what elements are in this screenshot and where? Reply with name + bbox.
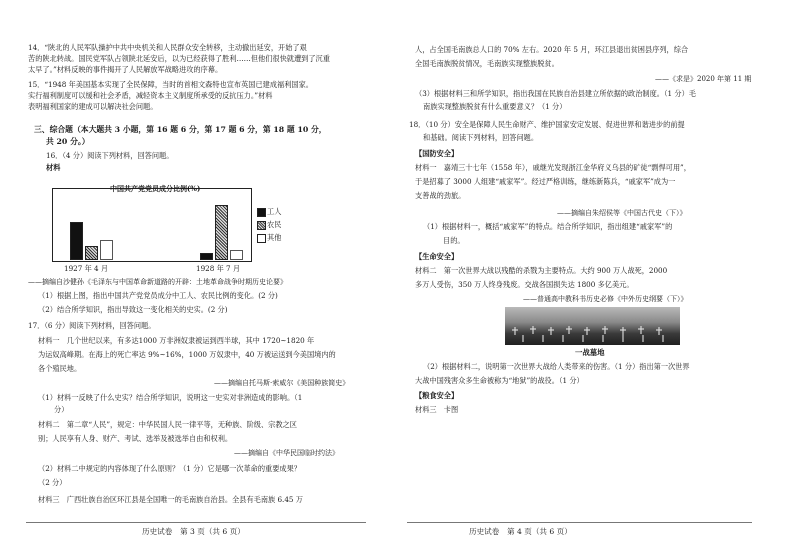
q17-m2-source: ——摘编自《中华民国临时约法》	[234, 449, 339, 457]
legend-swatch-others	[257, 234, 266, 243]
q17-m1-line-1: 材料一 几个世纪以来，有多达1000 万非洲奴隶被运到西半球，其中 1720~1820 年	[38, 336, 315, 345]
footer-page-3: 历史试卷 第 3 页（共 6 页）	[142, 527, 245, 536]
q18-m1-source: ——摘编自朱绍侯等《中国古代史（下）》	[557, 209, 687, 217]
page-right	[397, 0, 794, 560]
legend-label-peasants: 农民	[267, 220, 282, 229]
q16-sub-1: （1）根据上图，指出中国共产党党员成分中工人、农民比例的变化。(2 分)	[38, 291, 278, 300]
legend-swatch-workers	[257, 208, 266, 217]
q18-m1-line-3: 支善战的劲旅。	[415, 191, 466, 200]
q16-sub-2: （2）结合所学知识，指出导致这一变化相关的史实。(2 分)	[38, 305, 228, 314]
section-heading-1: 三、综合题（本大题共 3 小题，第 16 题 6 分，第 17 题 6 分，第 18 题 10 分，	[34, 125, 327, 134]
q17-m3-source: ——《求是》2020 年第 11 期	[655, 75, 752, 83]
q17-sub-3-line-2: 南族实现整族脱贫有什么重要意义？（1 分）	[423, 102, 567, 111]
q18-sub-2-line-2: 大战中国残害众多生命被称为“地狱”的战役。（1 分）	[415, 376, 584, 385]
chart-x-label-1928: 1928 年 7 月	[196, 264, 241, 273]
q17-stem: 17．（6 分）阅读下列材料，回答问题。	[28, 321, 156, 330]
bar-1-2	[230, 250, 243, 260]
q18-sub-2-line-1: （2）根据材料二，说明第一次世界大战给人类带来的伤害。（1 分）指出第一次世界	[423, 362, 690, 371]
q15-line-1: 15．“1948 年美国基本实现了全民保障，当时的首相文森特也宣布英国已建成福利国家。	[28, 80, 313, 89]
legend-label-workers: 工人	[267, 207, 282, 216]
q17-m2-line-1: 材料二 第二章“人民”，规定：中华民国人民一律平等，无种族、阶级、宗教之区	[38, 420, 297, 429]
q18-sub-1-line-1: （1）根据材料一，概括“戚家军”的特点。结合所学知识，指出组建“戚家军”的	[423, 222, 673, 231]
q17-m1-line-3: 各个殖民地。	[38, 364, 82, 373]
heading-life-safety: 【生命安全】	[415, 252, 459, 261]
chart-legend	[257, 208, 307, 258]
q17-sub-3-line-1: （3）根据材料三和所学知识，指出我国在民族自治县建立所依据的政治制度。（1 分）毛	[415, 89, 696, 98]
q18-stem-2: 和基础。阅读下列材料，回答问题。	[423, 133, 539, 142]
q17-m2-line-2: 别；人民享有人身、财产、考试、选举及被选举自由和权利。	[38, 434, 233, 443]
q18-m1-line-2: 于是招募了 3000 人组建“戚家军”。经过严格训练，继练新陈兵，“戚家军”成为一	[415, 177, 676, 186]
bar-0-1	[85, 246, 98, 260]
cemetery-graves-image	[505, 307, 680, 345]
q15-line-2: 实行福利制度可以缓和社会矛盾，减轻资本主义制度所承受的反抗压力。”材料	[28, 91, 273, 100]
q18-m2-source: ——普通高中教科书历史必修《中外历史纲要（下）》	[523, 295, 688, 303]
chart-plot-area	[52, 188, 250, 260]
party-composition-chart	[52, 184, 307, 260]
q17-m1-line-2: 为运奴高峰期。在海上的死亡率达 9%~16%，1000 万奴隶中，40 万被运送到今美国境内的	[38, 350, 336, 359]
legend-label-others: 其他	[267, 233, 282, 242]
wwi-cemetery-photo	[505, 307, 680, 345]
photo-caption: 一战墓地	[575, 348, 605, 357]
footer-page-4: 历史试卷 第 4 页（共 6 页）	[469, 527, 572, 536]
q18-m2-line-2: 多万人受伤，350 万人终身残废。交战各国损失达 1800 多亿美元。	[415, 280, 634, 289]
chart-x-label-1927: 1927 年 4 月	[64, 264, 109, 273]
q14-line-3: 太早了。”材料反映的事件揭开了人民解放军战略进攻的序幕。	[28, 65, 223, 74]
heading-national-defense: 【国防安全】	[415, 149, 459, 158]
bar-1-1	[215, 205, 228, 260]
material-label: 材料	[46, 163, 61, 172]
q14-line-1: 14．“陕北的人民军队操护中共中央机关和人民群众安全转移，主动撤出延安，开始了艰	[28, 43, 307, 52]
q17-sub-2-line-1: （2）材料二中规定的内容体现了什么原则？（1 分）它是哪一次革命的重要成果？	[38, 464, 301, 473]
bar-0-0	[70, 222, 83, 260]
q17-m3-cont-2: 全国毛南族脱贫情况，毛南族实现整族脱贫。	[415, 59, 559, 68]
q18-m3-line-1: 材料三 卡图	[415, 405, 459, 414]
q18-m2-line-1: 材料二 第一次世界大战以残酷的杀戮为主要特点。大约 900 万人战死，2000	[415, 266, 668, 275]
bar-1-0	[200, 253, 213, 260]
q18-stem-1: 18．（10 分）安全是保障人民生命财产、维护国家安定发展、促进世界和谐进步的前提	[409, 120, 685, 129]
q14-line-2: 苦的陕北转战。国民党军队占领陕北延安后，以为已经获得了胜利……但他们很快就遭到了沉重	[28, 54, 330, 63]
q17-m3-line-1: 材料三 广西壮族自治区环江县是全国唯一的毛南族自治县。全县有毛南族 6.45 万	[38, 495, 303, 504]
q17-m1-source: ——摘编自托马斯·索威尔《美国种族简史》	[214, 379, 350, 387]
q17-m3-cont-1: 人，占全国毛南族总人口的 70% 左右。2020 年 5 月，环江县退出贫困县序列，综合	[415, 45, 689, 54]
q17-sub-1-line-1: （1）材料一反映了什么史实？结合所学知识，说明这一史实对非洲造成的影响。（1	[38, 393, 303, 402]
q17-sub-1-line-2: 分）	[54, 405, 69, 414]
legend-swatch-peasants	[257, 221, 266, 230]
q17-sub-2-line-2: （2 分）	[38, 478, 67, 487]
q16-source: ——摘编自沙健孙《毛泽东与中国革命新道路的开辟：土地革命战争时期历史论要》	[28, 278, 287, 286]
chart-title: 中国共产党党员成分比例(%)	[110, 184, 201, 193]
footer-rule-left	[26, 522, 366, 523]
bar-0-2	[100, 240, 113, 260]
section-heading-2: 共 20 分。）	[46, 137, 90, 146]
heading-food-security: 【粮食安全】	[415, 391, 459, 400]
q18-sub-1-line-2: 目的。	[443, 236, 465, 245]
q15-line-3: 表明福利国家的建成可以解决社会问题。	[28, 102, 158, 111]
footer-rule-right	[407, 522, 752, 523]
q16-stem: 16．（4 分）阅读下列材料，回答问题。	[46, 151, 174, 160]
q18-m1-line-1: 材料一 嘉靖三十七年（1558 年），戚继光发现浙江金华府义乌县的矿徒“剽悍可用”，	[415, 163, 691, 172]
